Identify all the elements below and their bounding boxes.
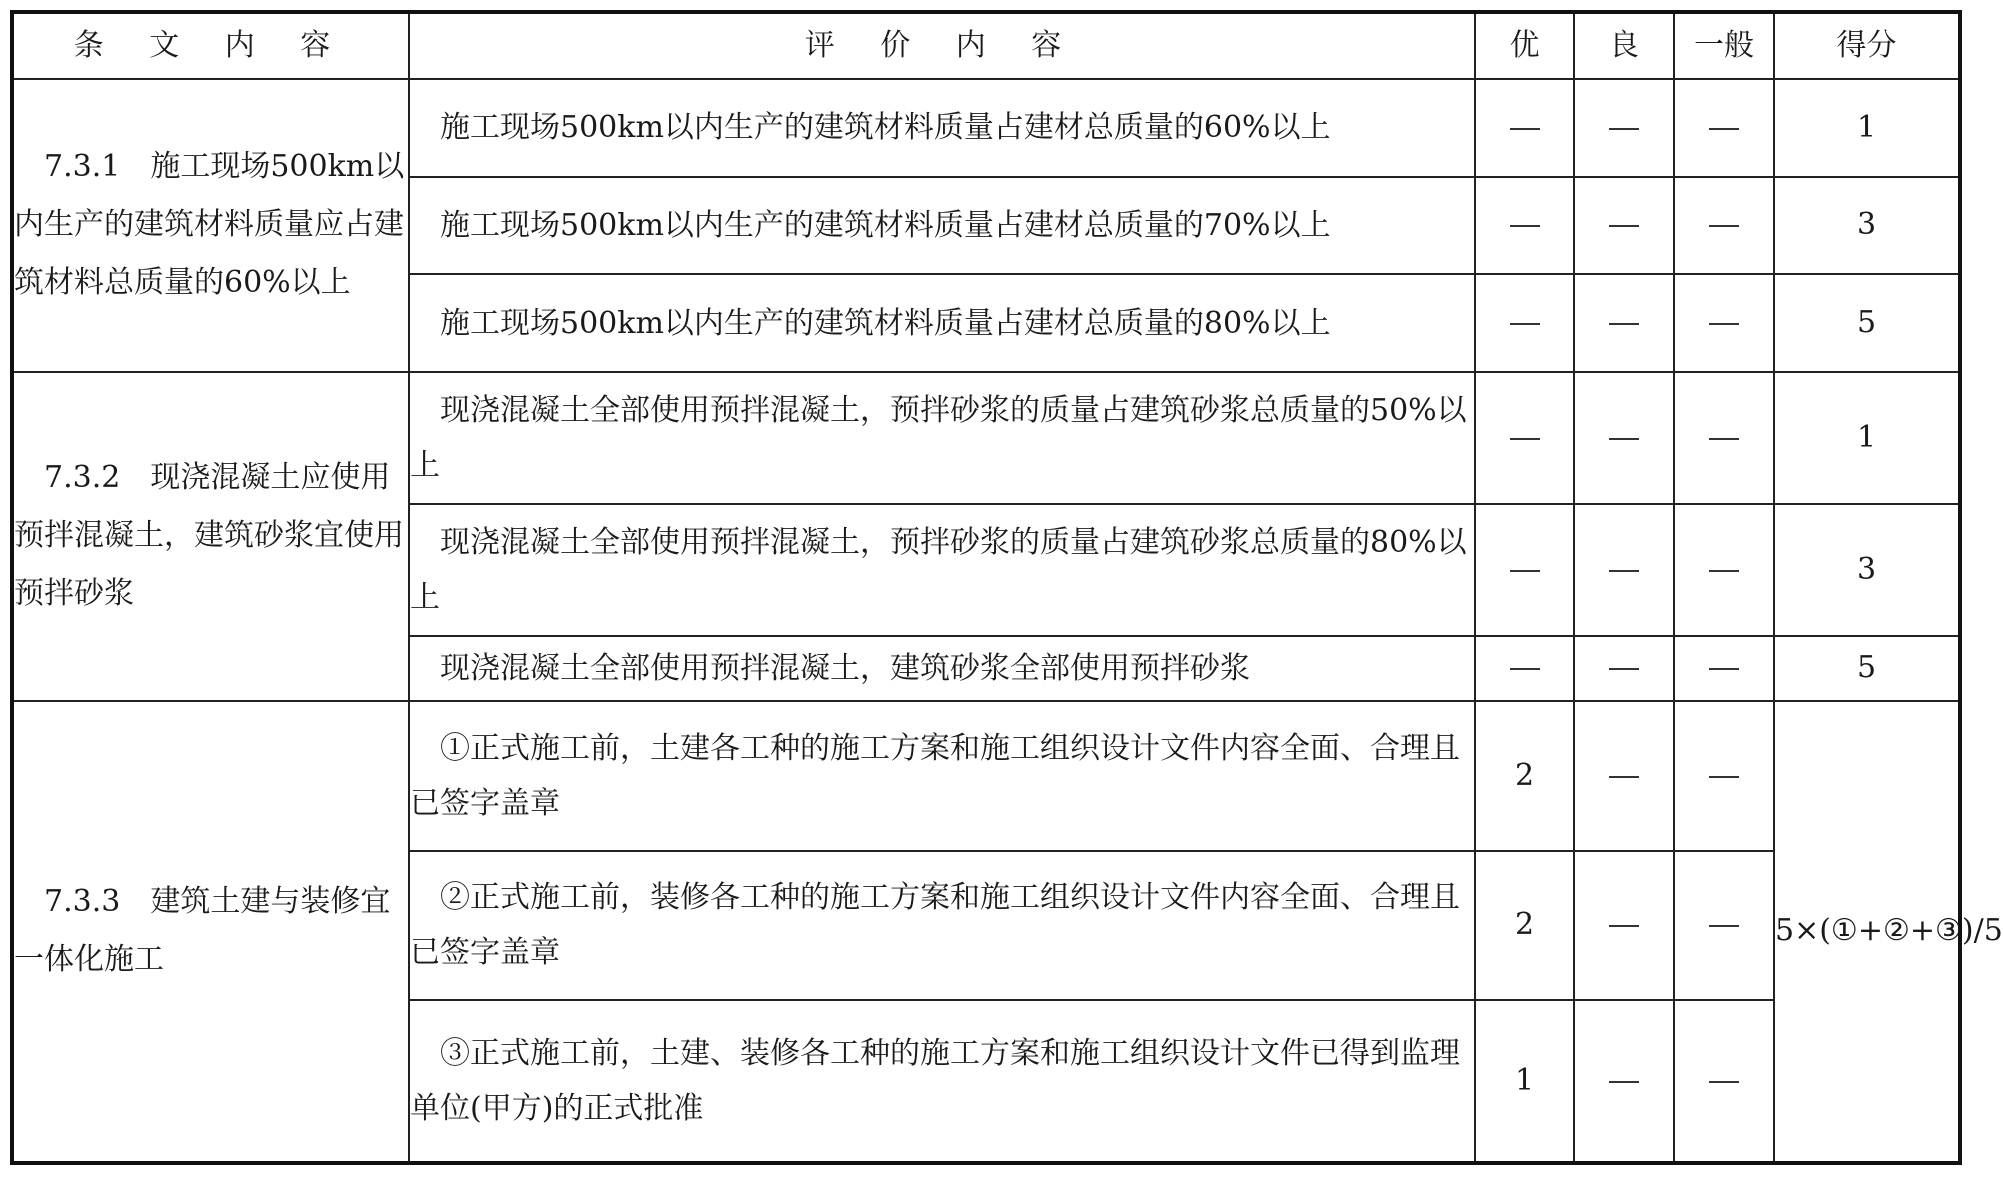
excellent-cell: [1475, 372, 1574, 504]
good-cell: [1574, 274, 1674, 372]
content-text: ①正式施工前，土建各工种的施工方案和施工组织设计文件内容全面、合理且已签字盖章: [410, 730, 1460, 821]
general-cell: [1674, 504, 1774, 636]
dash-mark: [1510, 438, 1540, 440]
dash-mark: [1709, 1081, 1739, 1083]
general-cell: [1674, 177, 1774, 275]
evaluation-table-page: [10, 10, 2003, 1165]
good-cell: [1574, 372, 1674, 504]
header-score: 得分: [1774, 12, 1960, 79]
good-cell: [1574, 701, 1674, 851]
dash-mark: [1510, 128, 1540, 130]
dash-mark: [1709, 668, 1739, 670]
dash-mark: [1510, 668, 1540, 670]
dash-mark: [1609, 1081, 1639, 1083]
excellent-cell: [1475, 504, 1574, 636]
content-cell: [409, 274, 1475, 372]
excellent-cell: 2: [1475, 701, 1574, 851]
dash-mark: [1609, 128, 1639, 130]
content-text: 现浇混凝土全部使用预拌混凝土，预拌砂浆的质量占建筑砂浆总质量的80%以上: [410, 524, 1467, 615]
header-clause: 条 文 内 容: [12, 12, 409, 79]
table-row: [12, 372, 1960, 504]
content-cell: [409, 504, 1475, 636]
table-row: [12, 701, 1960, 851]
good-cell: [1574, 1000, 1674, 1163]
clause-text: 7.3.2 现浇混凝土应使用预拌混凝土，建筑砂浆宜使用预拌砂浆: [14, 460, 404, 612]
table-row: [12, 79, 1960, 177]
dash-mark: [1510, 570, 1540, 572]
content-text: ③正式施工前，土建、装修各工种的施工方案和施工组织设计文件已得到监理单位(甲方)的正式批准: [410, 1035, 1460, 1126]
dash-mark: [1709, 225, 1739, 227]
score-cell: 3: [1774, 504, 1960, 636]
dash-mark: [1709, 776, 1739, 778]
content-text: 施工现场500km以内生产的建筑材料质量占建材总质量的80%以上: [440, 305, 1331, 341]
good-cell: [1574, 79, 1674, 177]
excellent-cell: 1: [1475, 1000, 1574, 1163]
dash-mark: [1609, 225, 1639, 227]
dash-mark: [1609, 570, 1639, 572]
score-formula-cell: 5×(①+②+③)/5: [1774, 701, 1960, 1163]
clause-text: 7.3.3 建筑土建与装修宜一体化施工: [14, 884, 391, 978]
excellent-cell: [1475, 274, 1574, 372]
content-cell: [409, 177, 1475, 275]
dash-mark: [1510, 323, 1540, 325]
dash-mark: [1709, 128, 1739, 130]
score-cell: 3: [1774, 177, 1960, 275]
content-text: 现浇混凝土全部使用预拌混凝土，建筑砂浆全部使用预拌砂浆: [440, 650, 1250, 686]
content-cell: [409, 1000, 1475, 1163]
content-cell: [409, 372, 1475, 504]
clause-cell: [12, 701, 409, 1163]
score-cell: 5: [1774, 636, 1960, 701]
content-cell: [409, 701, 1475, 851]
header-excellent: 优: [1475, 12, 1574, 79]
general-cell: [1674, 372, 1774, 504]
excellent-cell: [1475, 177, 1574, 275]
dash-mark: [1709, 323, 1739, 325]
general-cell: [1674, 79, 1774, 177]
header-content: 评 价 内 容: [409, 12, 1475, 79]
dash-mark: [1609, 438, 1639, 440]
general-cell: [1674, 701, 1774, 851]
content-cell: [409, 636, 1475, 701]
score-cell: 5: [1774, 274, 1960, 372]
dash-mark: [1609, 323, 1639, 325]
content-text: 施工现场500km以内生产的建筑材料质量占建材总质量的60%以上: [440, 110, 1331, 146]
excellent-cell: [1475, 636, 1574, 701]
evaluation-table: [10, 10, 2003, 1165]
excellent-cell: 2: [1475, 851, 1574, 1000]
dash-mark: [1709, 925, 1739, 927]
good-cell: [1574, 851, 1674, 1000]
dash-mark: [1709, 570, 1739, 572]
clause-cell: [12, 372, 409, 701]
content-text: 施工现场500km以内生产的建筑材料质量占建材总质量的70%以上: [440, 207, 1331, 243]
general-cell: [1674, 274, 1774, 372]
general-cell: [1674, 636, 1774, 701]
dash-mark: [1709, 438, 1739, 440]
good-cell: [1574, 177, 1674, 275]
good-cell: [1574, 504, 1674, 636]
general-cell: [1674, 1000, 1774, 1163]
content-text: ②正式施工前，装修各工种的施工方案和施工组织设计文件内容全面、合理且已签字盖章: [410, 880, 1460, 971]
content-text: 现浇混凝土全部使用预拌混凝土，预拌砂浆的质量占建筑砂浆总质量的50%以上: [410, 392, 1467, 483]
excellent-cell: [1475, 79, 1574, 177]
score-cell: 1: [1774, 372, 1960, 504]
good-cell: [1574, 636, 1674, 701]
score-cell: 1: [1774, 79, 1960, 177]
dash-mark: [1609, 668, 1639, 670]
general-cell: [1674, 851, 1774, 1000]
header-row: [12, 12, 1960, 79]
dash-mark: [1609, 776, 1639, 778]
clause-cell: [12, 79, 409, 372]
dash-mark: [1609, 925, 1639, 927]
content-cell: [409, 79, 1475, 177]
header-good: 良: [1574, 12, 1674, 79]
content-cell: [409, 851, 1475, 1000]
clause-text: 7.3.1 施工现场500km以内生产的建筑材料质量应占建筑材料总质量的60%以上: [14, 149, 405, 301]
header-general: 一般: [1674, 12, 1774, 79]
dash-mark: [1510, 225, 1540, 227]
